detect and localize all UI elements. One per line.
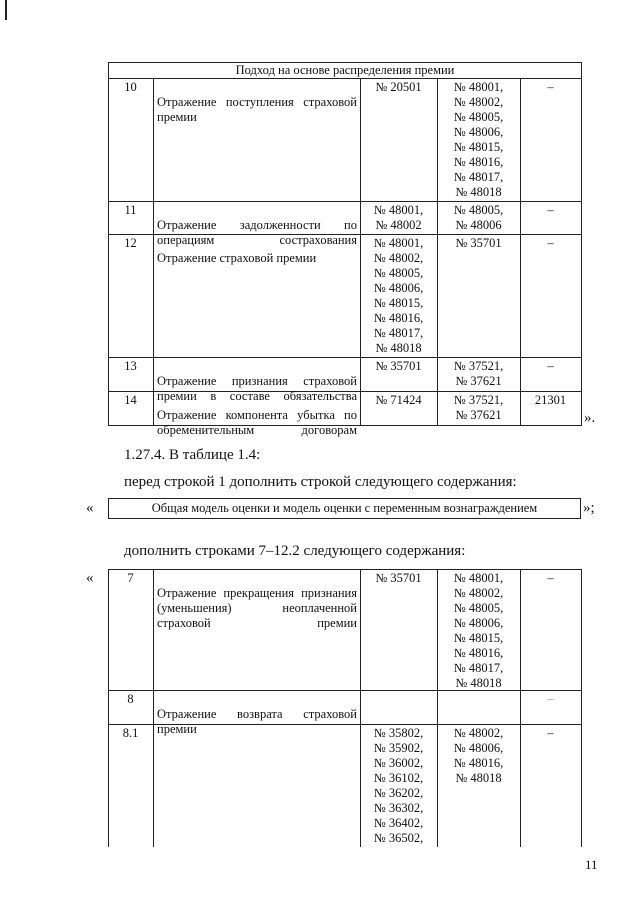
row-description: Отражение страховой премии [157, 251, 317, 265]
debit-accounts: № 35701 [375, 571, 422, 585]
row-number: 8 [127, 692, 134, 706]
debit-accounts: № 35701 [375, 359, 422, 373]
credit-accounts: № 48001, № 48002, № 48005, № 48006, № 48015, № 48016, № 48017, № 48018 [453, 80, 504, 199]
extra-accounts: 21301 [534, 393, 567, 407]
credit-accounts: № 48002, № 48006, № 48016, № 48018 [453, 726, 504, 785]
page-number: 11 [585, 857, 598, 872]
extra-accounts: – [547, 236, 554, 250]
single-row-text: Общая модель оценки и модель оценки с переменным вознаграждением [151, 501, 538, 515]
extra-accounts: – [547, 726, 554, 740]
row-number: 14 [124, 393, 137, 407]
paragraph-instruction-2: дополнить строками 7–12.2 следующего содержания: [124, 543, 466, 559]
credit-accounts: № 48001, № 48002, № 48005, № 48006, № 48015, № 48016, № 48017, № 48018 [453, 571, 504, 690]
close-quote: »; [583, 500, 595, 516]
closing-quote: ». [584, 410, 596, 426]
debit-accounts: № 35802, № 35902, № 36002, № 36102, № 36202, № 36302, № 36402, № 36502, [373, 726, 424, 845]
row-description: Отражение задолженности по операциям сострахования [157, 218, 357, 247]
debit-accounts: № 20501 [375, 80, 422, 94]
credit-accounts: № 35701 [455, 236, 502, 250]
row-number: 7 [127, 571, 134, 585]
row-description: Отражение компонента убытка по обременительным договорам [157, 408, 357, 437]
debit-accounts: № 71424 [375, 393, 422, 407]
credit-accounts: № 48005, № 48006 [453, 203, 504, 232]
credit-accounts: № 37521, № 37621 [453, 393, 504, 422]
credit-accounts: № 37521, № 37621 [453, 359, 504, 388]
row-description: Отражение признания страховой премии в составе обязательства [157, 374, 357, 403]
row-description: Отражение возврата страховой премии [157, 707, 357, 736]
paragraph-section: 1.27.4. В таблице 1.4: [124, 447, 261, 463]
extra-accounts: – [547, 692, 554, 706]
debit-accounts: № 48001, № 48002, № 48005, № 48006, № 48015, № 48016, № 48017, № 48018 [373, 236, 424, 355]
extra-accounts: – [547, 80, 554, 94]
open-quote: « [86, 500, 94, 516]
single-row-box [108, 498, 581, 519]
paragraph-instruction: перед строкой 1 дополнить строкой следующего содержания: [124, 474, 517, 490]
extra-accounts: – [547, 359, 554, 373]
row-number: 10 [124, 80, 137, 94]
row-description: Отражение прекращения признания (уменьшения) неоплаченной страховой премии [157, 586, 357, 630]
row-description [157, 726, 357, 756]
debit-accounts: № 48001, № 48002 [373, 203, 424, 232]
open-quote: « [86, 570, 94, 586]
extra-accounts: – [547, 203, 554, 217]
table-header: Подход на основе распределения премии [235, 63, 455, 77]
row-description: Отражение поступления страховой премии [157, 95, 357, 124]
margin-mark [5, 0, 7, 20]
row-number: 13 [124, 359, 137, 373]
row-number: 11 [124, 203, 137, 217]
row-number: 12 [124, 236, 137, 250]
extra-accounts: – [547, 571, 554, 585]
row-number: 8.1 [122, 726, 139, 740]
